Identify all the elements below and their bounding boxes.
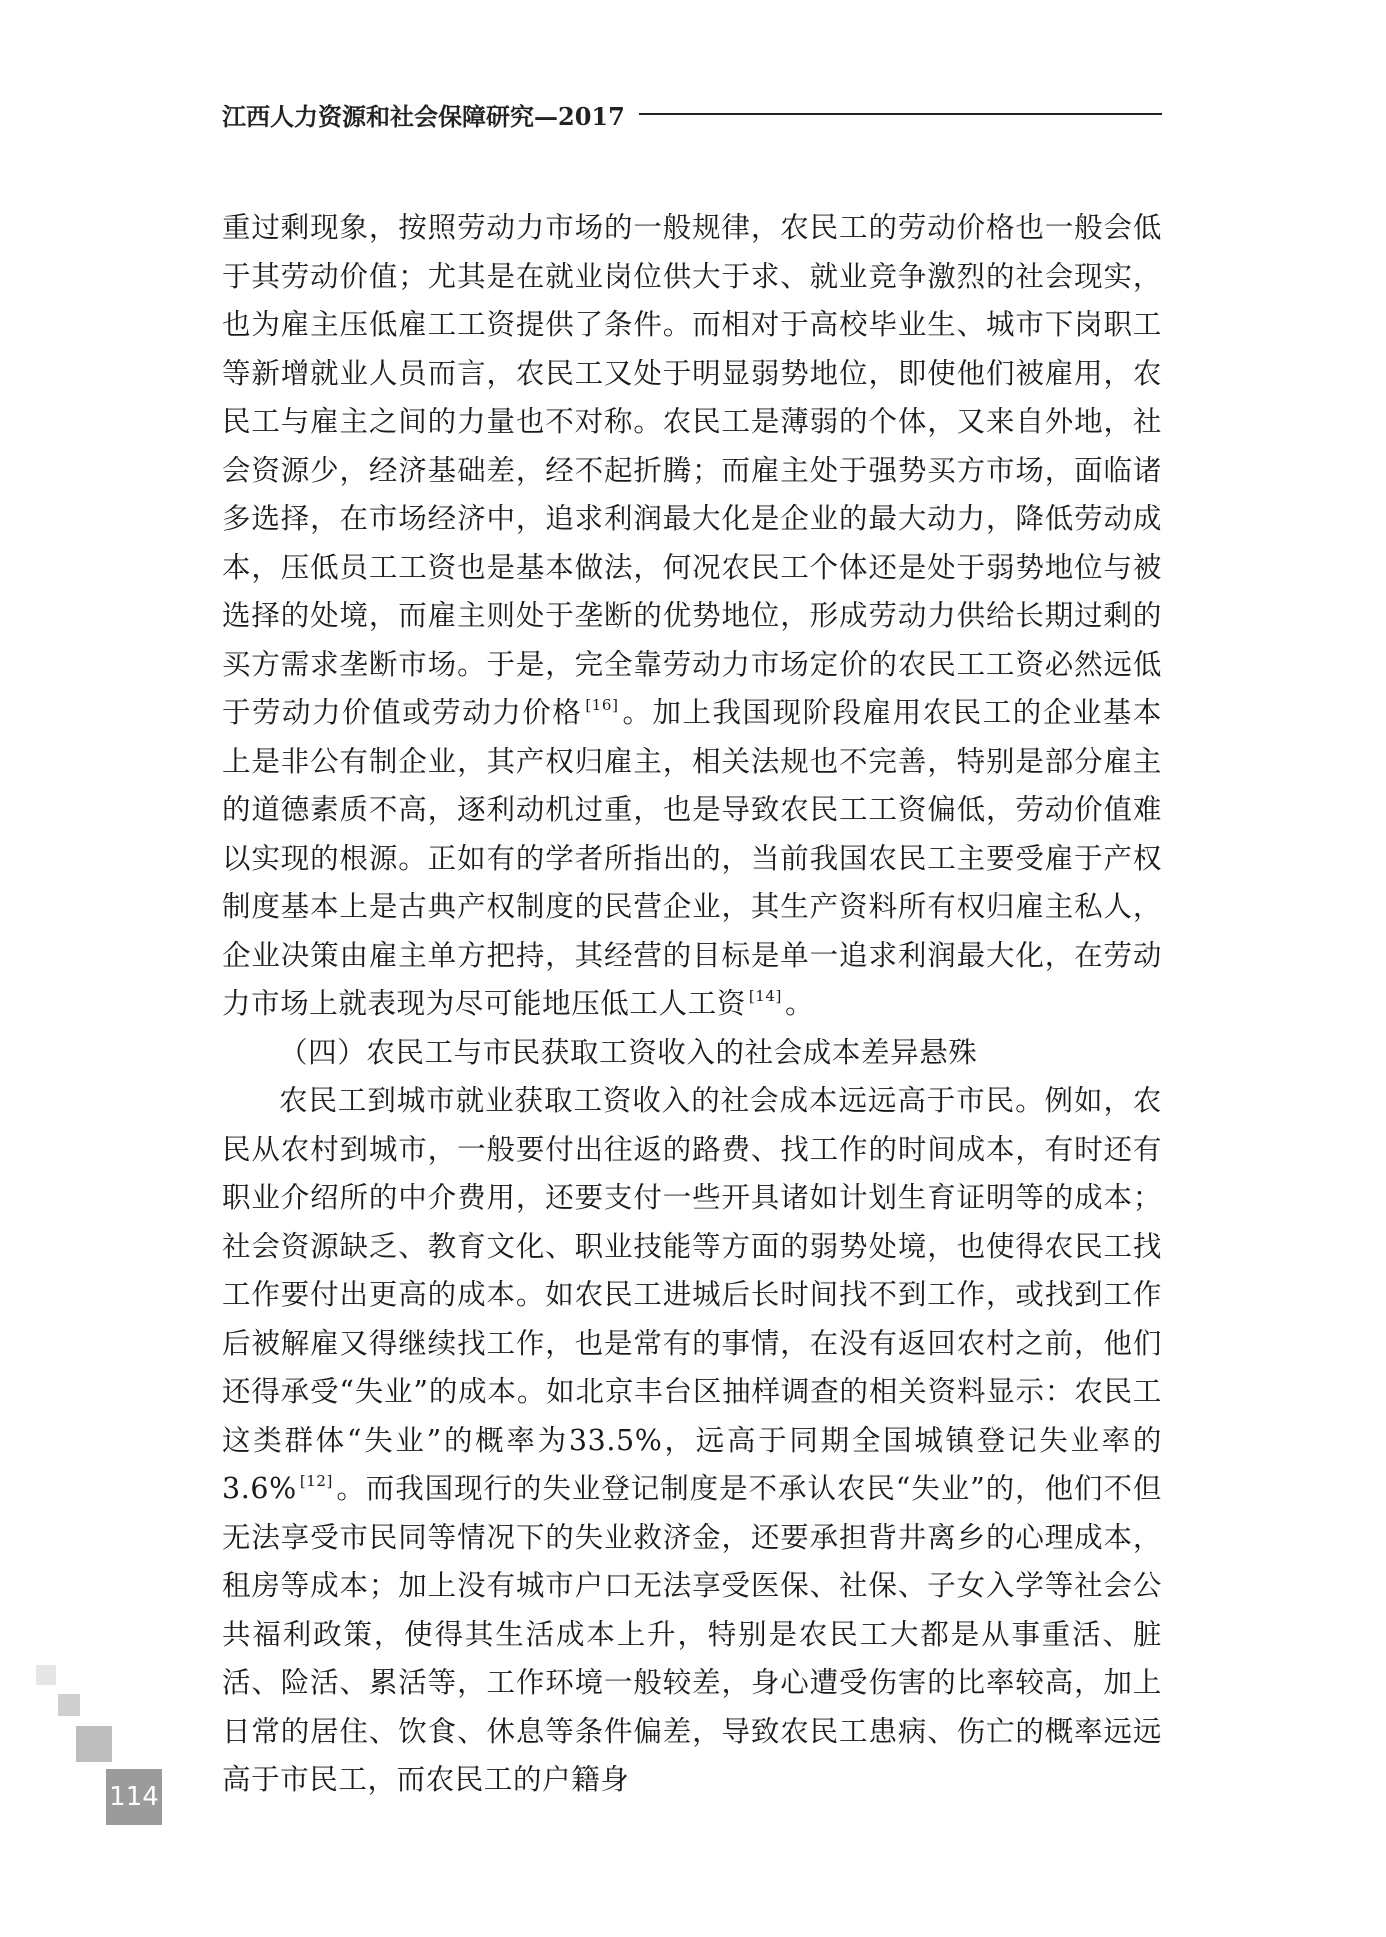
paragraph-2-text: 农民工到城市就业获取工资收入的社会成本远远高于市民。例如，农民从农村到城市，一般要付出往返的路费、找工作的时间成本，有时还有职业介绍所的中介费用，还要支付一些开具诸如计划生育证明等的成本；社会资源缺乏、教育文化、职业技能等方面的弱势处境，也使得农民工找工作要付出更高的成本。如农民工进城后长时间找不到工作，或找到工作后被解雇又得继续找工作，也是常有的事情，在没有返回农村之前，他们还得承受“失业”的成本。如北京丰台区抽样调查的相关资料显示：农民工这类群体“失业”的概率为33.5%，远高于同期全国城镇登记失业率的3.6% (222, 1084, 1162, 1505)
citation-16: [16] (585, 696, 619, 714)
header-title: 江西人力资源和社会保障研究—2017 (222, 101, 625, 131)
decor-square-3 (76, 1726, 112, 1762)
paragraph-2 (222, 1077, 1162, 1805)
section-heading: （四）农民工与市民获取工资收入的社会成本差异悬殊 (279, 1035, 978, 1069)
paragraph-1-end: 。 (785, 987, 815, 1020)
page-number: 114 (106, 1769, 162, 1825)
running-header (222, 94, 1162, 134)
decor-square-2 (58, 1694, 80, 1716)
paragraph-1-text: 重过剩现象，按照劳动力市场的一般规律，农民工的劳动价格也一般会低于其劳动价值；尤其是在就业岗位供大于求、就业竞争激烈的社会现实，也为雇主压低雇工工资提供了条件。而相对于高校毕业生、城市下岗职工等新增就业人员而言，农民工又处于明显弱势地位，即使他们被雇用，农民工与雇主之间的力量也不对称。农民工是薄弱的个体，又来自外地，社会资源少，经济基础差，经不起折腾；而雇主处于强势买方市场，面临诸多选择，在市场经济中，追求利润最大化是企业的最大动力，降低劳动成本，压低员工工资也是基本做法，何况农民工个体还是处于弱势地位与被选择的处境，而雇主则处于垄断的优势地位，形成劳动力供给长期过剩的买方需求垄断市场。于是，完全靠劳动力市场定价的农民工工资必然远低于劳动力价值或劳动力价格 (222, 211, 1162, 729)
citation-14: [14] (748, 987, 783, 1005)
header-rule (639, 113, 1162, 115)
body-text (222, 204, 1162, 1805)
paragraph-2-cont: 。而我国现行的失业登记制度是不承认农民“失业”的，他们不但无法享受市民同等情况下的失业救济金，还要承担背井离乡的心理成本，租房等成本；加上没有城市户口无法享受医保、社保、子女入学等社会公共福利政策，使得其生活成本上升，特别是农民工大都是从事重活、脏活、险活、累活等，工作环境一般较差，身心遭受伤害的比率较高，加上日常的居住、饮食、休息等条件偏差，导致农民工患病、伤亡的概率远远高于市民工，而农民工的户籍身 (222, 1472, 1162, 1796)
decor-square-1 (36, 1665, 56, 1685)
paragraph-1 (222, 204, 1162, 1029)
citation-12: [12] (299, 1472, 334, 1490)
paragraph-1-cont: 。加上我国现阶段雇用农民工的企业基本上是非公有制企业，其产权归雇主，相关法规也不完善，特别是部分雇主的道德素质不高，逐利动机过重，也是导致农民工工资偏低，劳动价值难以实现的根源。正如有的学者所指出的，当前我国农民工主要受雇于产权制度基本上是古典产权制度的民营企业，其生产资料所有权归雇主私人，企业决策由雇主单方把持，其经营的目标是单一追求利润最大化，在劳动力市场上就表现为尽可能地压低工人工资 (222, 696, 1163, 1020)
